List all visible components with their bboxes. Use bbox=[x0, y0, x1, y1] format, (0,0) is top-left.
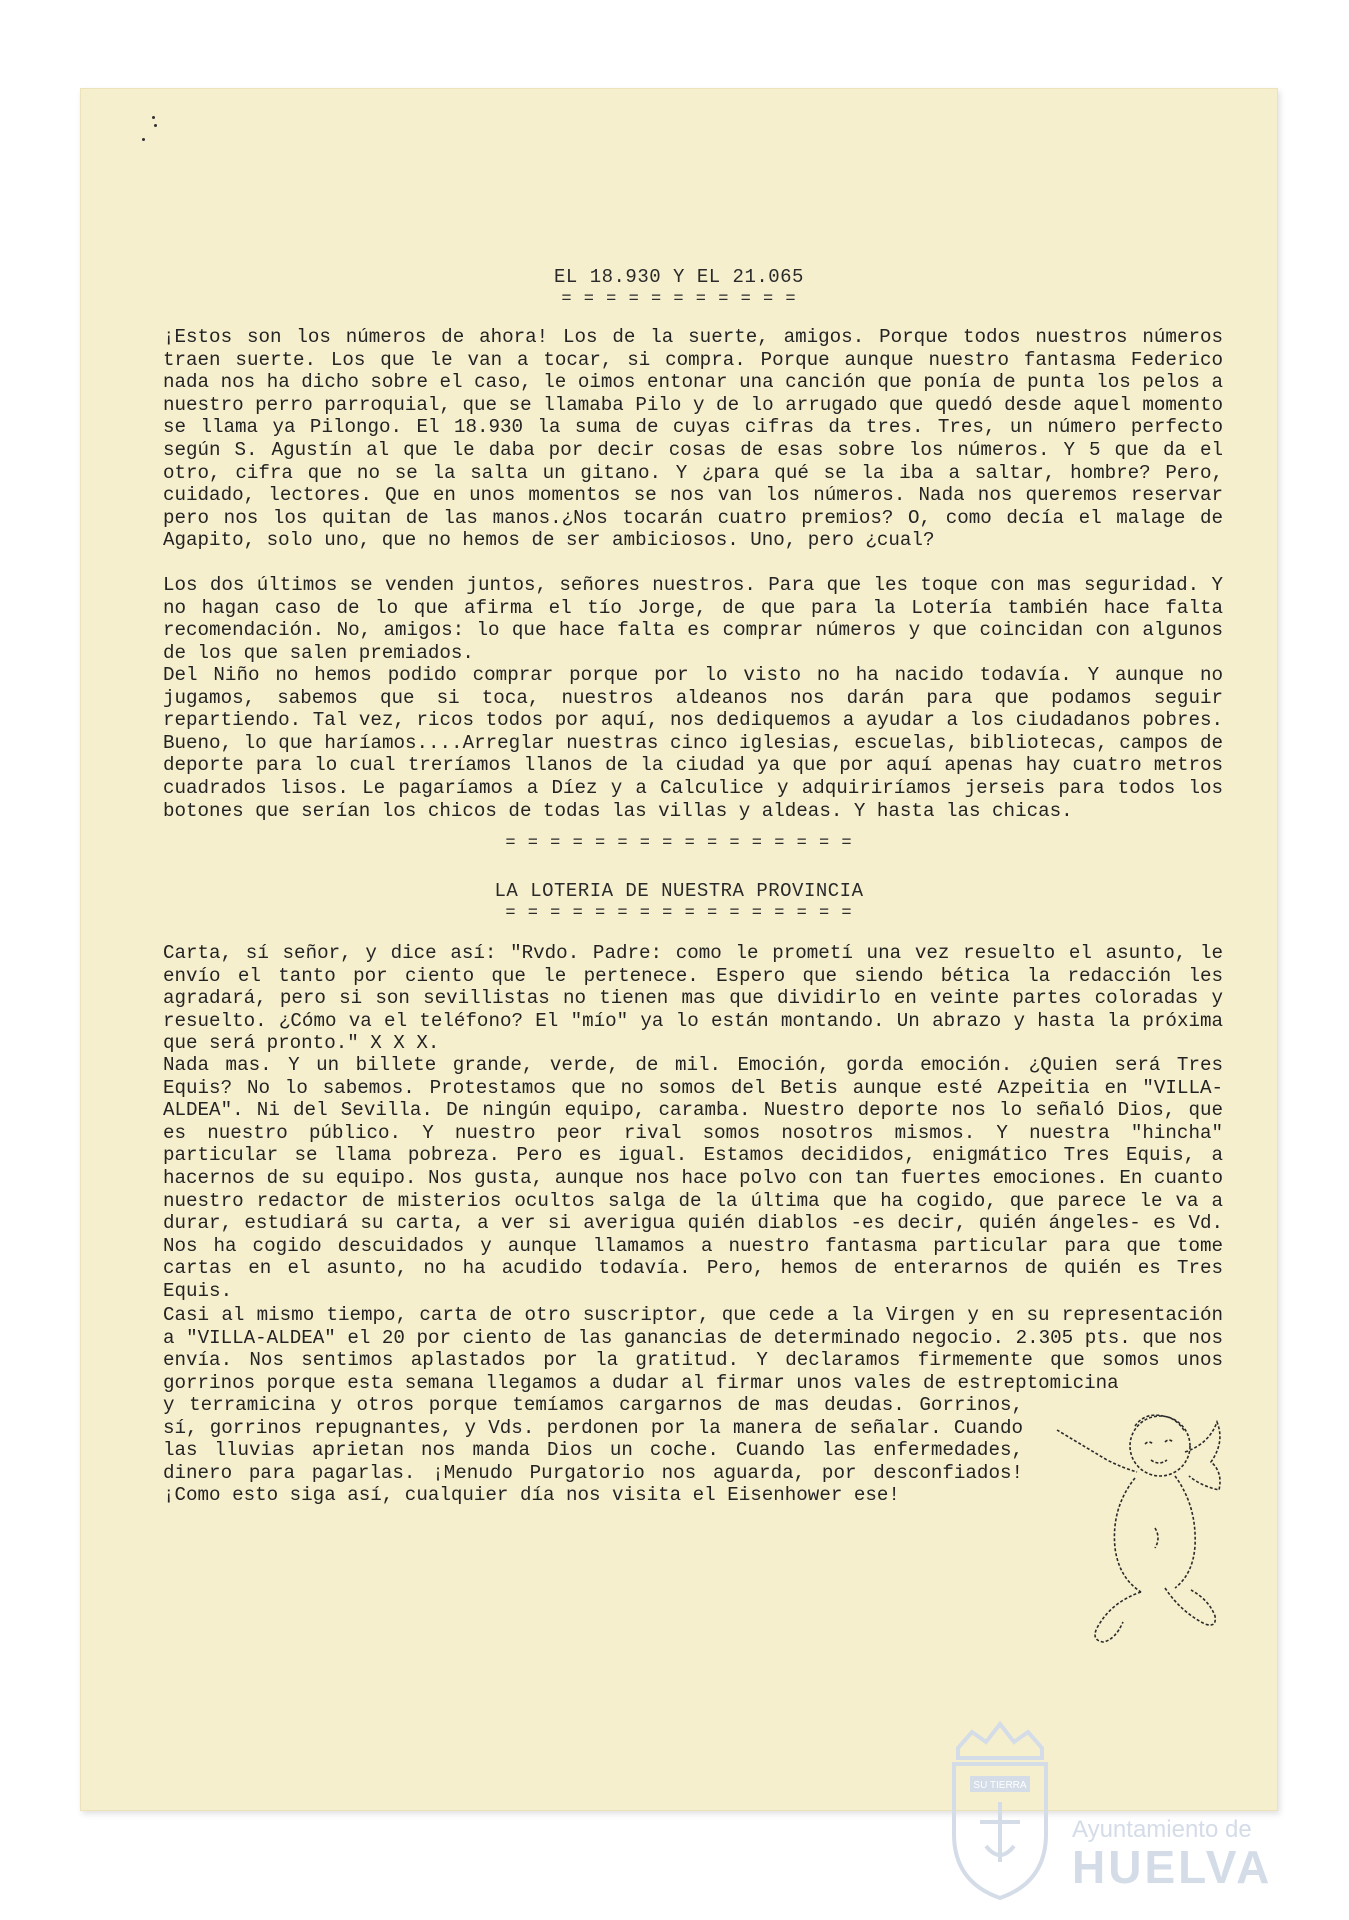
article2-paragraph-3: Casi al mismo tiempo, carta de otro suscriptor, que cede a la Virgen y en su representación a "VILLA-ALDEA" el 20 por ciento de las ganancias de determinado negocio. 2.305 pts. que nos envía. Nos sentimos aplastados por la gratitud. Y declaramos firmemente que somos unos gorrinos porque esta semana llegamos a dudar al firmar unos vales de estreptomicina bbox=[163, 1304, 1223, 1394]
article2-paragraph-1: Carta, sí señor, y dice así: "Rvdo. Padre: como le prometí una vez resuelto el asunto, le envío el tanto por ciento que le pertenece. Espero que siendo bética la redacción les agradará, pero si son sevillistas no tienen mas que dividirlo en veinte partes coloradas y resuelto. ¿Cómo va el teléfono? El "mío" ya lo están montando. Un abrazo y hasta la próxima que será pronto." X X X. bbox=[163, 942, 1223, 1055]
article1-title: EL 18.930 Y EL 21.065 bbox=[554, 266, 804, 288]
article2-title: LA LOTERIA DE NUESTRA PROVINCIA bbox=[494, 880, 864, 902]
document-page bbox=[80, 88, 1278, 1811]
city-crest-watermark bbox=[940, 1718, 1060, 1908]
article1-paragraph-1: ¡Estos son los números de ahora! Los de la suerte, amigos. Porque todos nuestros números traen suerte. Los que le van a tocar, si compra. Porque aunque nuestro fantasma Federico nada nos ha dicho sobre el caso, le oimos entonar una canción que ponía de punta los pelos a nuestro perro parroquial, que se llamaba Pilo y de lo arrugado que quedó desde aquel momento se llama ya Pilongo. El 18.930 la suma de cuyas cifras da tres. Tres, un número perfecto según S. Agustín al que le daba por decir cosas de esas sobre los números. Y 5 que da el otro, cifra que no se la salta un gitano. Y ¿para qué se la iba a saltar, hombre? Pero, cuidado, lectores. Que en unos momentos se nos van los números. Nada nos queremos reservar pero nos los quitan de las manos.¿Nos tocarán cuatro premios? O, como decía el malage de Agapito, solo uno, que no hemos de ser ambiciosos. Uno, pero ¿cual? bbox=[163, 326, 1223, 552]
article2-title-underline: = = = = = = = = = = = = = = = = bbox=[505, 904, 853, 923]
article1-closing-rule: = = = = = = = = = = = = = = = = bbox=[505, 834, 853, 853]
crest-text: SU TIERRA bbox=[973, 1780, 1027, 1791]
article1-paragraph-3: Del Niño no hemos podido comprar porque por lo visto no ha nacido todavía. Y aunque no jugamos, sabemos que si toca, nuestros aldeanos nos darán para que podamos seguir repartiendo. Tal vez, ricos todos por aquí, nos dediquemos a ayudar a los ciudadanos pobres. Bueno, lo que haríamos....Arreglar nuestras cinco iglesias, escuelas, bibliotecas, campos de deporte para lo cual treríamos llanos de la ciudad ya que por aquí apenas hay cuatro metros cuadrados lisos. Le pagaríamos a Díez y a Calculice y adquiriríamos jerseis para todos los botones que serían los chicos de todas las villas y aldeas. Y hasta las chicas. bbox=[163, 664, 1223, 822]
watermark-ayuntamiento: Ayuntamiento de bbox=[1072, 1816, 1252, 1843]
cherub-illustration bbox=[1045, 1408, 1235, 1648]
article1-paragraph-2: Los dos últimos se venden juntos, señores nuestros. Para que les toque con mas seguridad. Y no hagan caso de lo que afirma el tío Jorge, de que para la Lotería también hace falta recomendación. No, amigos: lo que hace falta es comprar números y que coincidan con algunos de los que salen premiados. bbox=[163, 574, 1223, 664]
article2-paragraph-3-continued: y terramicina y otros porque temíamos cargarnos de mas deudas. Gorrinos, sí, gorrinos repugnantes, y Vds. perdonen por la manera de señalar. Cuando las lluvias aprietan nos manda Dios un coche. Cuando las enfermedades, dinero para pagarlas. ¡Menudo Purgatorio nos aguarda, por desconfiados! ¡Como esto siga así, cualquier día nos visita el Eisenhower ese! bbox=[163, 1394, 1023, 1507]
ink-speck bbox=[152, 116, 155, 119]
ink-speck bbox=[142, 138, 145, 141]
article1-title-underline: = = = = = = = = = = = bbox=[561, 290, 797, 309]
ink-speck bbox=[154, 124, 157, 127]
watermark-huelva: HUELVA bbox=[1072, 1841, 1273, 1893]
article2-paragraph-2: Nada mas. Y un billete grande, verde, de mil. Emoción, gorda emoción. ¿Quien será Tres Equis? No lo sabemos. Protestamos que no somos del Betis aunque esté Azpeitia en "VILLA-ALDEA". Ni del Sevilla. De ningún equipo, caramba. Nuestro deporte nos lo señaló Dios, que es nuestro público. Y nuestro peor rival somos nosotros mismos. Y nuestra "hincha" particular se llama pobreza. Pero es igual. Estamos decididos, enigmático Tres Equis, a hacernos de su equipo. Nos gusta, aunque nos hace polvo con tan fuertes emociones. En cuanto nuestro redactor de misterios ocultos salga de la última que ha cogido, que parece le va a durar, estudiará su carta, a ver si averigua quién diablos -es decir, quién ángeles- es Vd. Nos ha cogido descuidados y aunque llamamos a nuestro fantasma particular para que tome cartas en el asunto, no ha acudido todavía. Pero, hemos de enterarnos de quién es Tres Equis. bbox=[163, 1054, 1223, 1302]
